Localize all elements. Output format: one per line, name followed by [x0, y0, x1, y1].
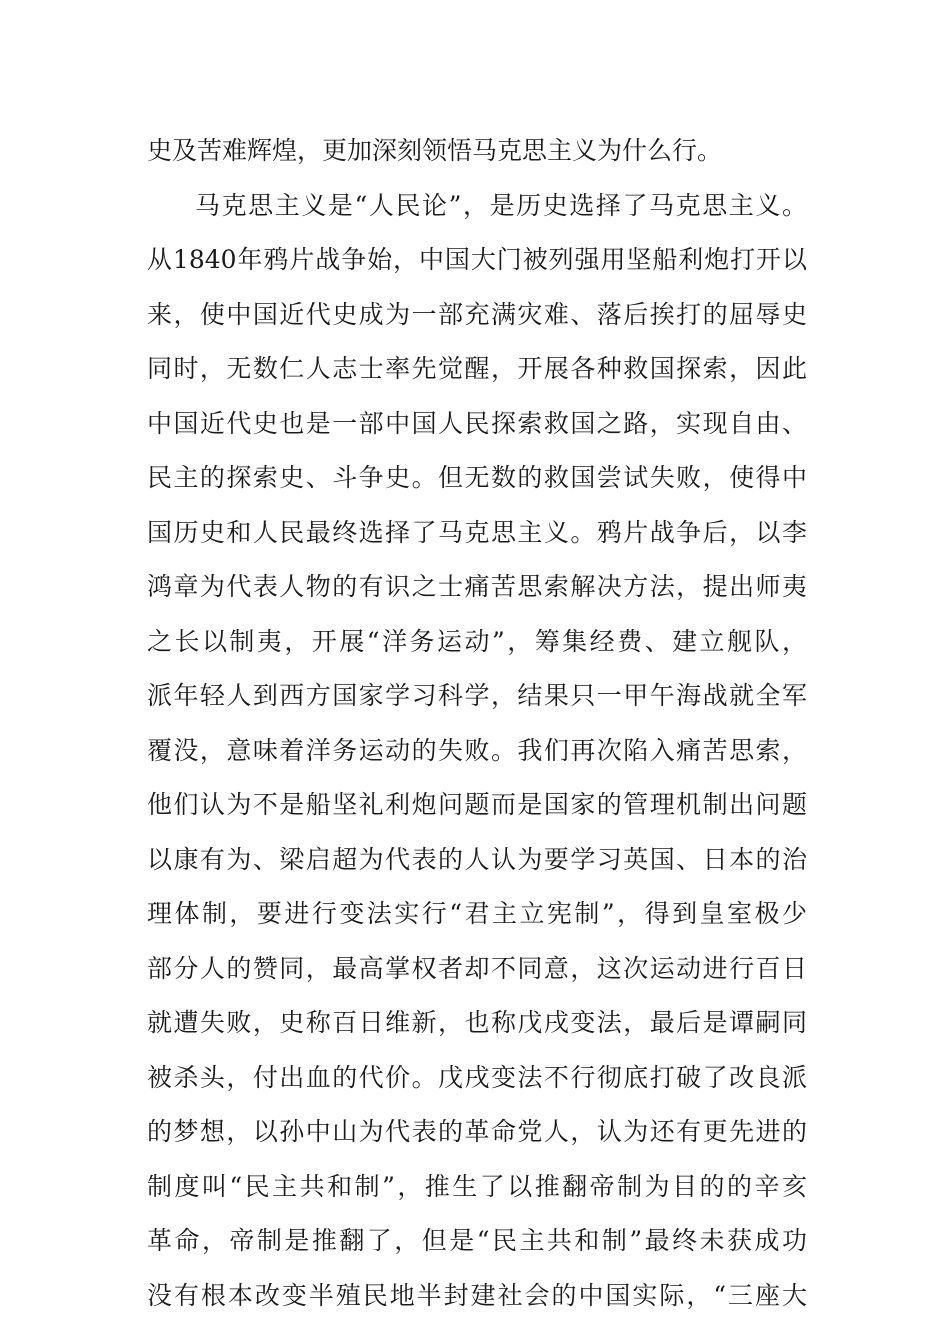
- text-line: 中国近代史也是一部中国人民探索救国之路，实现自由、: [147, 408, 807, 438]
- text-line: 以康有为、梁启超为代表的人认为要学习英国、日本的治: [147, 844, 807, 874]
- text-line: 之长以制夷，开展“洋务运动”，筹集经费、建立舰队，: [147, 626, 807, 656]
- text-line: 没有根本改变半殖民地半封建社会的中国实际，“三座大: [147, 1280, 807, 1310]
- text-line: 部分人的赞同，最高掌权者却不同意，这次运动进行百日: [147, 953, 807, 983]
- text-line: 同时，无数仁人志士率先觉醒，开展各种救国探索，因此: [147, 354, 807, 383]
- text-line: 被杀头，付出血的代价。戊戌变法不行彻底打破了改良派: [147, 1062, 807, 1092]
- text-line: 覆没，意味着洋务运动的失败。我们再次陷入痛苦思索，: [147, 735, 807, 765]
- text-line: 民主的探索史、斗争史。但无数的救国尝试失败，使得中: [147, 463, 807, 492]
- text-line: 的梦想，以孙中山为代表的革命党人，认为还有更先进的: [147, 1117, 807, 1146]
- text-line: 他们认为不是船坚礼利炮问题而是国家的管理机制出问题: [147, 790, 807, 819]
- body-text: [147, 124, 807, 1323]
- text-line: 从1840年鸦片战争始，中国大门被列强用坚船利炮打开以: [147, 245, 807, 274]
- text-line: 鸿章为代表人物的有识之士痛苦思索解决方法，提出师夷: [147, 572, 807, 601]
- text-line: 来，使中国近代史成为一部充满灾难、落后挨打的屈辱史: [147, 299, 807, 329]
- text-line: 史及苦难辉煌，更加深刻领悟马克思主义为什么行。: [147, 136, 723, 165]
- text-line: 制度叫“民主共和制”，推生了以推翻帝制为目的的辛亥: [147, 1171, 807, 1201]
- text-line: 派年轻人到西方国家学习科学，结果只一甲午海战就全军: [147, 681, 807, 710]
- paragraph-first-line: 马克思主义是“人民论”，是历史选择了马克思主义。: [195, 190, 807, 220]
- text-line: 国历史和人民最终选择了马克思主义。鸦片战争后，以李: [147, 517, 807, 547]
- text-line: 革命，帝制是推翻了，但是“民主共和制”最终未获成功: [147, 1226, 807, 1255]
- text-line: 就遭失败，史称百日维新，也称戊戌变法，最后是谭嗣同: [147, 1008, 807, 1037]
- text-line: 理体制，要进行变法实行“君主立宪制”，得到皇室极少: [147, 899, 807, 928]
